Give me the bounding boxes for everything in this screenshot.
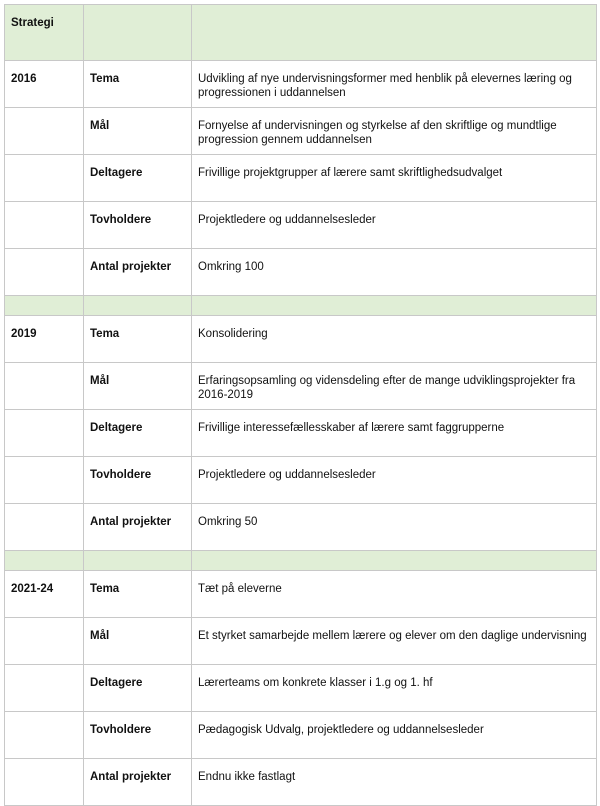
row-label: Tema	[84, 61, 192, 108]
table-header-row	[5, 5, 597, 61]
row-value: Frivillige projektgrupper af lærere samt skriftlighedsudvalget	[192, 155, 597, 202]
row-value: Pædagogisk Udvalg, projektledere og uddannelsesleder	[192, 712, 597, 759]
table-row	[5, 504, 597, 551]
row-value: Tæt på eleverne	[192, 571, 597, 618]
row-label: Mål	[84, 618, 192, 665]
empty-year-cell	[5, 712, 84, 759]
table-row	[5, 155, 597, 202]
row-value: Udvikling af nye undervisningsformer med henblik på elevernes læring og progressionen i uddannelsen	[192, 61, 597, 108]
row-label: Deltagere	[84, 410, 192, 457]
empty-year-cell	[5, 759, 84, 806]
table-row	[5, 665, 597, 712]
row-value: Omkring 50	[192, 504, 597, 551]
row-label: Antal projekter	[84, 249, 192, 296]
table-row	[5, 363, 597, 410]
empty-year-cell	[5, 618, 84, 665]
row-value: Konsolidering	[192, 316, 597, 363]
empty-year-cell	[5, 249, 84, 296]
row-value: Omkring 100	[192, 249, 597, 296]
section-year: 2021-24	[5, 571, 84, 618]
empty-year-cell	[5, 202, 84, 249]
row-value: Et styrket samarbejde mellem lærere og elever om den daglige undervisning	[192, 618, 597, 665]
strategy-document	[4, 4, 596, 806]
section-year: 2019	[5, 316, 84, 363]
row-value: Projektledere og uddannelsesleder	[192, 457, 597, 504]
row-value: Erfaringsopsamling og vidensdeling efter de mange udviklingsprojekter fra 2016-2019	[192, 363, 597, 410]
row-value: Fornyelse af undervisningen og styrkelse af den skriftlige og mundtlige progression gennem uddannelsen	[192, 108, 597, 155]
header-empty-cell	[192, 5, 597, 61]
row-label: Mål	[84, 108, 192, 155]
empty-year-cell	[5, 504, 84, 551]
table-row	[5, 410, 597, 457]
row-label: Tovholdere	[84, 457, 192, 504]
table-row	[5, 108, 597, 155]
section-year: 2016	[5, 61, 84, 108]
empty-year-cell	[5, 363, 84, 410]
row-label: Deltagere	[84, 665, 192, 712]
empty-year-cell	[5, 457, 84, 504]
table-row	[5, 61, 597, 108]
strategy-table	[4, 4, 597, 806]
table-row	[5, 759, 597, 806]
row-label: Antal projekter	[84, 759, 192, 806]
table-row	[5, 618, 597, 665]
table-row	[5, 316, 597, 363]
row-value: Frivillige interessefællesskaber af lærere samt faggrupperne	[192, 410, 597, 457]
row-value: Endnu ikke fastlagt	[192, 759, 597, 806]
header-title: Strategi	[5, 5, 84, 61]
section-separator	[5, 551, 597, 571]
row-label: Deltagere	[84, 155, 192, 202]
table-row	[5, 571, 597, 618]
empty-year-cell	[5, 108, 84, 155]
row-value: Projektledere og uddannelsesleder	[192, 202, 597, 249]
row-label: Tovholdere	[84, 712, 192, 759]
row-value: Lærerteams om konkrete klasser i 1.g og 1. hf	[192, 665, 597, 712]
row-label: Tovholdere	[84, 202, 192, 249]
section-separator	[5, 296, 597, 316]
table-row	[5, 249, 597, 296]
row-label: Tema	[84, 571, 192, 618]
table-row	[5, 202, 597, 249]
row-label: Tema	[84, 316, 192, 363]
empty-year-cell	[5, 410, 84, 457]
table-row	[5, 712, 597, 759]
empty-year-cell	[5, 155, 84, 202]
empty-year-cell	[5, 665, 84, 712]
header-empty-cell	[84, 5, 192, 61]
row-label: Mål	[84, 363, 192, 410]
row-label: Antal projekter	[84, 504, 192, 551]
table-row	[5, 457, 597, 504]
